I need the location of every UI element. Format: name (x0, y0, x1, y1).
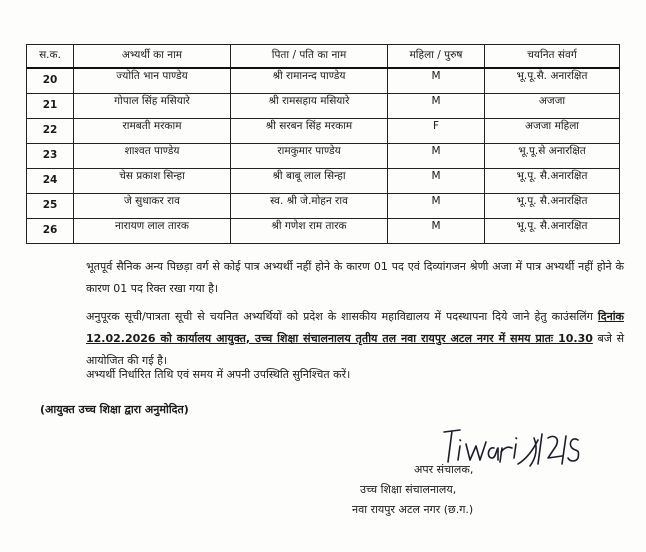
gender-cell (388, 144, 485, 169)
signatory-block (352, 460, 473, 520)
gender: M (431, 145, 441, 158)
header-serial: स.क. (27, 45, 74, 69)
gender-cell (388, 219, 485, 244)
notice-paragraph-vacancy (58, 256, 624, 300)
gender: M (431, 220, 441, 233)
category: भू.पू. सै.अनारक्षित (516, 195, 588, 208)
candidate-name: ज्योति भान पाण्डेय (116, 70, 188, 83)
gender: M (431, 170, 441, 183)
approval-note: (आयुक्त उच्च शिक्षा द्वारा अनुमोदित) (40, 403, 189, 416)
parent-name: श्री रामानन्द पाण्डेय (272, 70, 346, 83)
signatory-office: उच्च शिक्षा संचालनालय, (360, 483, 457, 496)
table-row (27, 94, 620, 119)
candidate-name-cell (74, 94, 231, 119)
serial-cell: 21 (27, 94, 74, 119)
notice-paragraph-counselling (58, 306, 624, 372)
parent-name: श्री बाबू लाल सिन्हा (272, 170, 346, 183)
serial-cell: 20 (27, 68, 74, 94)
header-category: चयनित संवर्ग (485, 45, 620, 69)
counselling-date-venue: दिनांक 12.02.2026 को कार्यालय आयुक्त, उच्च शिक्षा संचालनालय तृतीय तल नवा रायपुर अटल नगर में समय प्रातः 10.30 (86, 310, 624, 345)
table-row (27, 219, 620, 244)
parent-name-cell (231, 68, 388, 94)
attendance-text: अभ्यर्थी निर्धारित तिथि एवं समय में अपनी उपस्थिति सुनिश्चित करें। (86, 368, 351, 381)
category-cell (485, 219, 620, 244)
candidate-name-cell (74, 68, 231, 94)
candidate-name: शाश्वत पाण्डेय (124, 145, 180, 158)
selection-table (26, 44, 620, 244)
notice-paragraph-attendance (58, 364, 624, 386)
parent-name-cell (231, 194, 388, 219)
candidate-name-cell (74, 194, 231, 219)
header-candidate-name: अभ्यर्थी का नाम (74, 45, 231, 69)
category-cell (485, 68, 620, 94)
signatory-designation: अपर संचालक, (414, 463, 474, 476)
parent-name-cell (231, 169, 388, 194)
gender-cell (388, 68, 485, 94)
parent-name-cell (231, 94, 388, 119)
counselling-text-end: बजे से आयोजित की गई है। (86, 332, 625, 367)
category: भू.पू.सै. अनारक्षित (516, 70, 588, 83)
gender-cell (388, 119, 485, 144)
gender: F (432, 120, 440, 133)
header-gender: महिला / पुरुष (388, 45, 485, 69)
gender: M (431, 70, 441, 83)
table-row (27, 68, 620, 94)
gender-cell (388, 194, 485, 219)
candidate-name: रामबती मरकाम (122, 120, 182, 133)
category-cell (485, 144, 620, 169)
signatory-address: नवा रायपुर अटल नगर (छ.ग.) (352, 503, 474, 516)
candidate-name-cell (74, 169, 231, 194)
table-row (27, 144, 620, 169)
parent-name-cell (231, 119, 388, 144)
parent-name: श्री सरबन सिंह मरकाम (265, 120, 353, 133)
counselling-text (58, 306, 624, 372)
parent-name: श्री गणेश राम तारक (271, 220, 347, 233)
parent-name: स्व. श्री जे.मोहन राव (270, 195, 348, 208)
header-parent-name: पिता / पति का नाम (231, 45, 388, 69)
serial-cell: 23 (27, 144, 74, 169)
gender-cell (388, 94, 485, 119)
table-row (27, 169, 620, 194)
category-cell (485, 194, 620, 219)
candidate-name-cell (74, 219, 231, 244)
category: भू.पू.से अनारक्षित (518, 145, 586, 158)
gender: M (431, 95, 441, 108)
candidate-name: चेस प्रकाश सिन्हा (119, 170, 185, 183)
candidate-name: नारायण लाल तारक (115, 220, 189, 233)
counselling-text-intro: अनुपूरक सूची/पात्रता सूची से चयनित अभ्यर्थियों को प्रदेश के शासकीय महाविद्यालय में पदस्थापना दिये जाने हेतु काउंसलिंग (86, 310, 598, 323)
table-row (27, 119, 620, 144)
parent-name-cell (231, 144, 388, 169)
category: भू.पू. सै.अनारक्षित (516, 220, 588, 233)
vacancy-text: भूतपूर्व सैनिक अन्य पिछड़ा वर्ग से कोई पात्र अभ्यर्थी नहीं होने के कारण 01 पद एवं दिव्यांगजन श्रेणी अजा में पात्र अभ्यर्थी नहीं होने के कारण 01 पद रिक्त रखा गया है। (86, 260, 624, 295)
candidate-name: गोपाल सिंह मसियारे (114, 95, 190, 108)
category: अजजा (538, 95, 566, 108)
parent-name: श्री रामसहाय मसियारे (268, 95, 350, 108)
serial-cell: 22 (27, 119, 74, 144)
gender-cell (388, 169, 485, 194)
gender: M (431, 195, 441, 208)
serial-cell: 24 (27, 169, 74, 194)
table-row (27, 194, 620, 219)
parent-name: रामकुमार पाण्डेय (277, 145, 341, 158)
serial-cell: 25 (27, 194, 74, 219)
category: भू.पू. सै.अनारक्षित (516, 170, 588, 183)
category-cell (485, 169, 620, 194)
candidate-name: जे सुधाकर राव (124, 195, 180, 208)
category-cell (485, 119, 620, 144)
candidate-name-cell (74, 144, 231, 169)
table-header-row (27, 45, 620, 69)
serial-cell: 26 (27, 219, 74, 244)
parent-name-cell (231, 219, 388, 244)
category-cell (485, 94, 620, 119)
category: अजजा महिला (524, 120, 580, 133)
candidate-name-cell (74, 119, 231, 144)
